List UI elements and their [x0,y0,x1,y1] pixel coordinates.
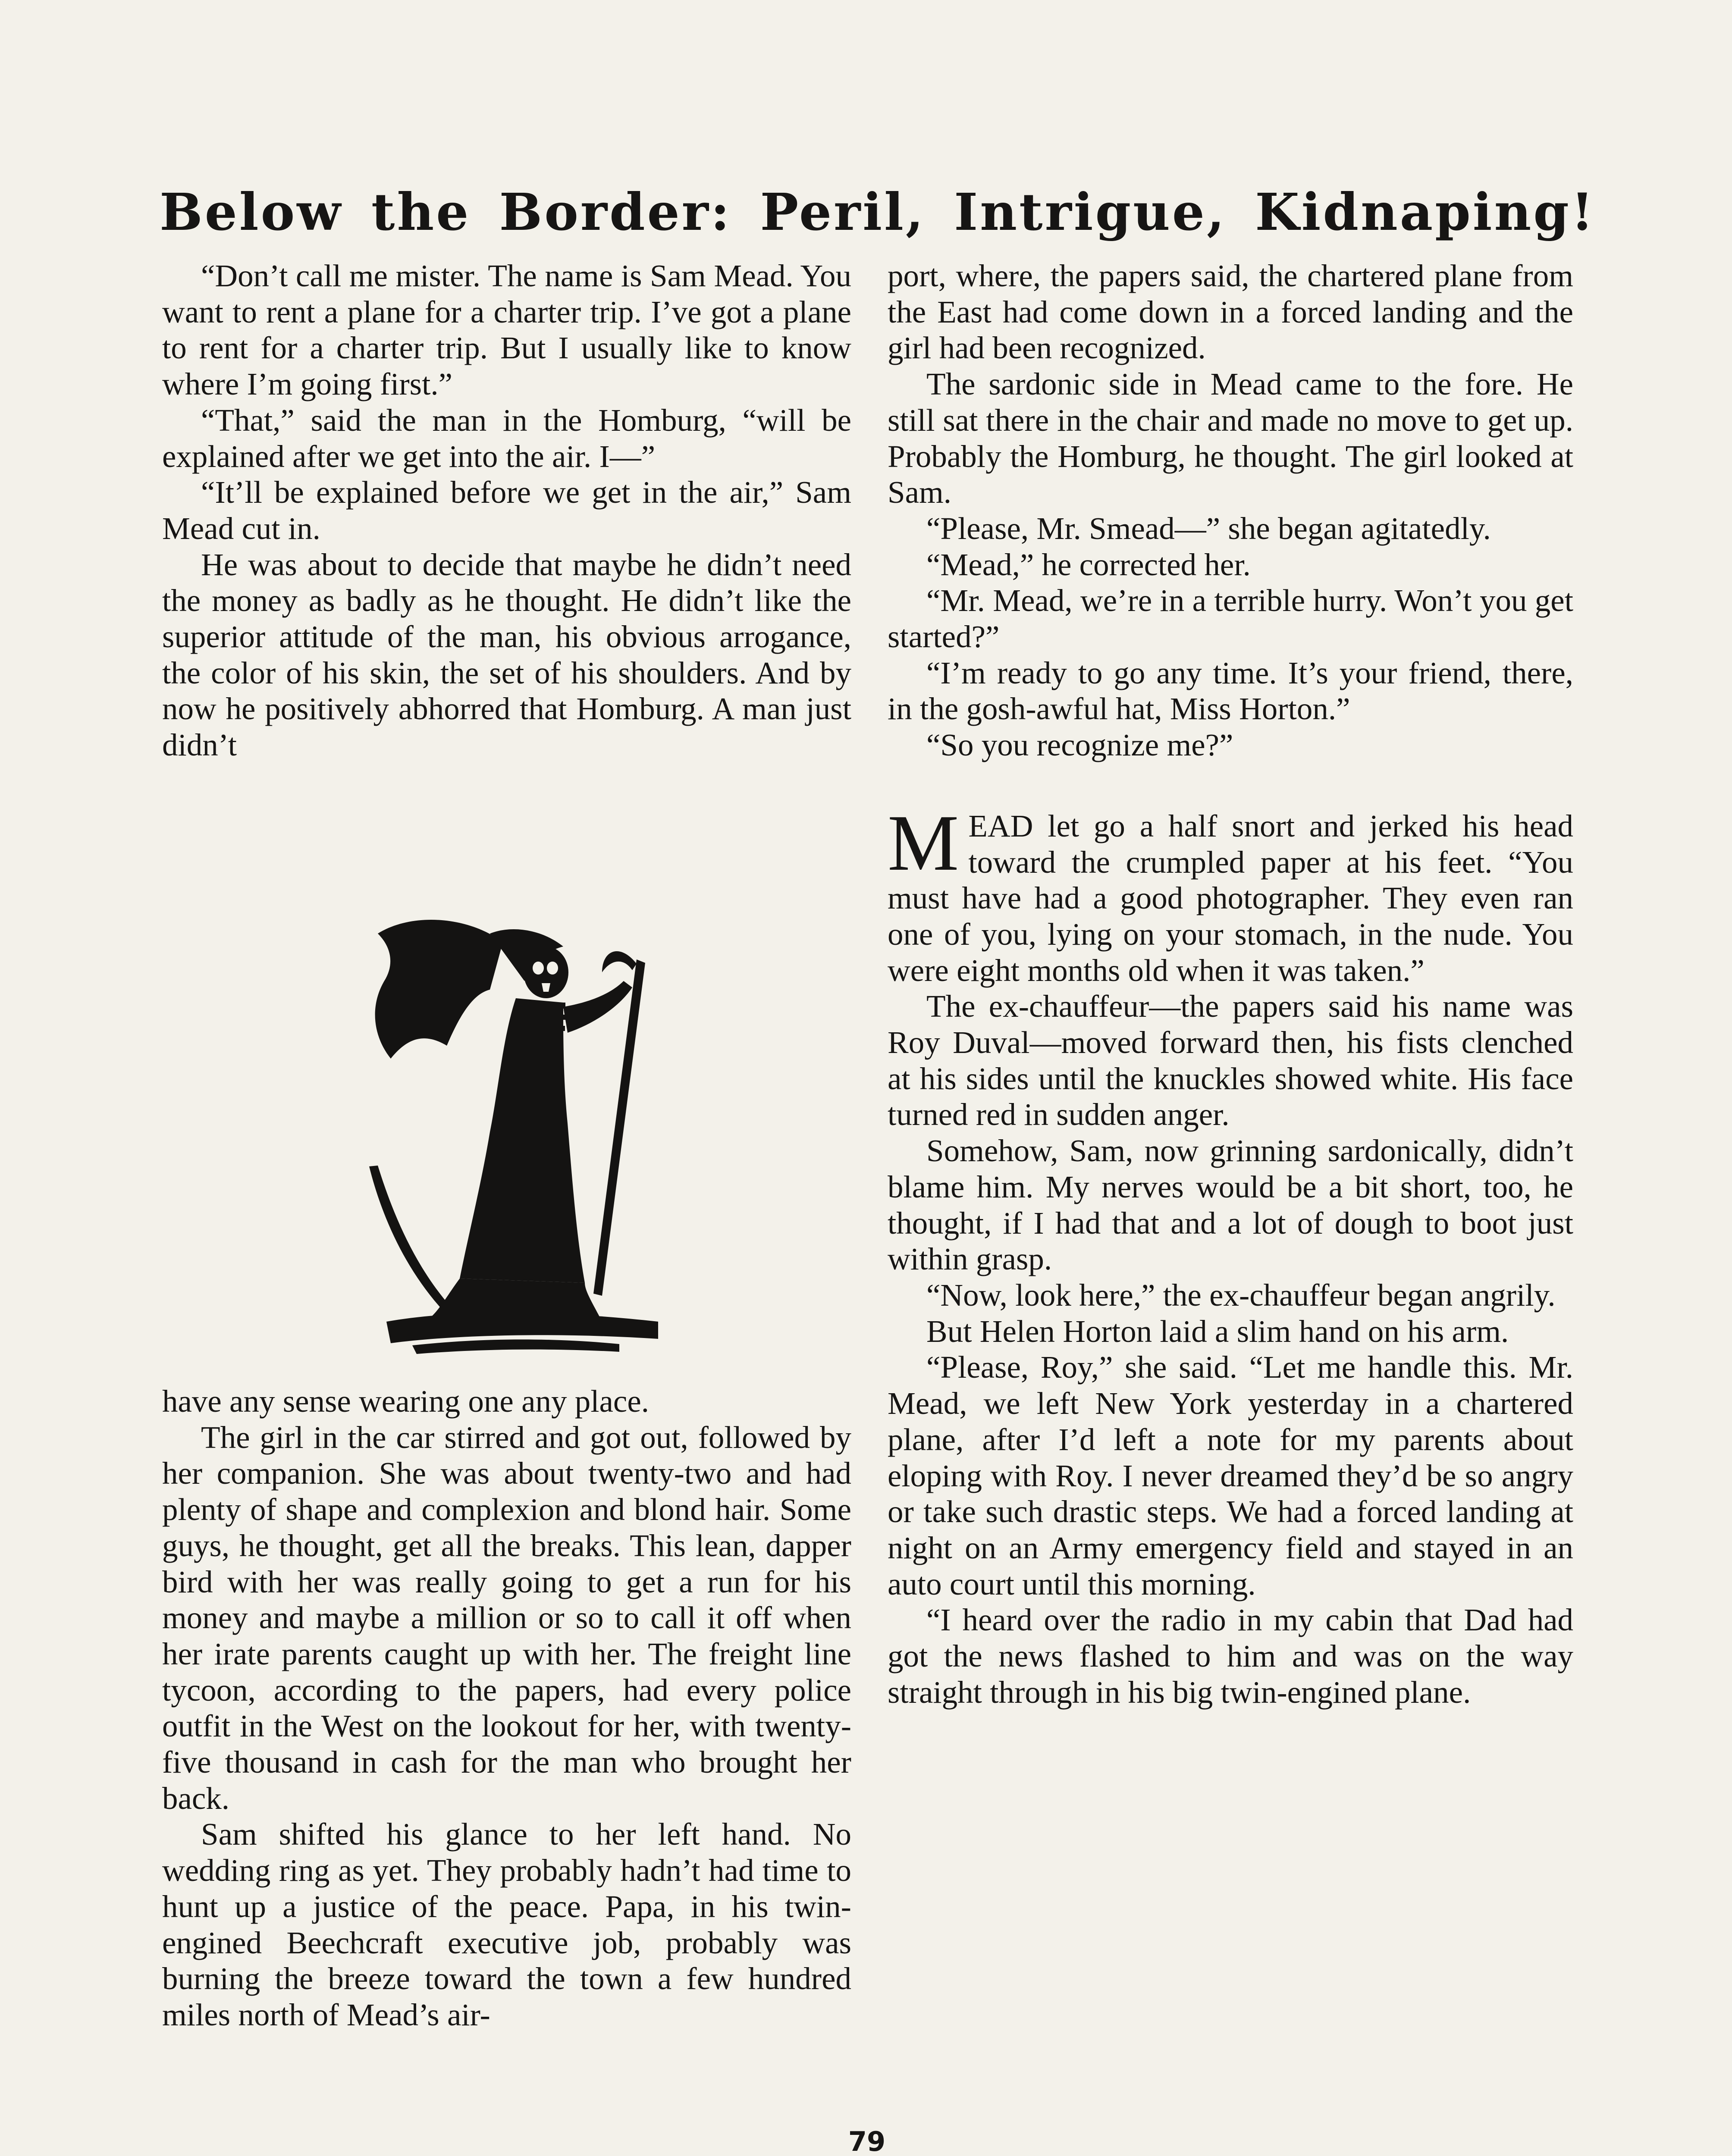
paragraph: have any sense wearing one any place. [162,1384,649,1419]
paragraph: “Please, Mr. Smead—” she began agitatedly. [926,511,1491,546]
paragraph: “I’m ready to go any time. It’s your friend, there, in the gosh-awful hat, Miss Horton.” [888,655,1573,727]
paragraph: But Helen Horton laid a slim hand on his arm. [926,1313,1509,1349]
paragraph: “Please, Roy,” she said. “Let me handle this. Mr. Mead, we left New York yesterday in a chartered plane, after I’d left a note for my parents about eloping with Roy. I never dreamed they’d be so angry or take such drastic steps. We had a forced landing at night on an Army emergency field and stayed in an auto court until this morning. [888,1350,1573,1601]
paragraph: “Now, look here,” the ex-chauffeur began angrily. [926,1277,1556,1313]
left-column-bottom [162,1383,851,2033]
paragraph: “Mead,” he corrected her. [926,547,1251,582]
grim-reaper-icon [361,908,688,1358]
dropcap-paragraph-text: EAD let go a half snort and jerked his head toward the crumpled paper at his feet. “You must have had a good photographer. They even ran one of you, lying on your stomach, in the nude. You were eight months old when it was taken.” [888,808,1573,988]
paragraph: The girl in the car stirred and got out, followed by her companion. She was about twenty-two and had plenty of shape and complexion and blond hair. Some guys, he thought, get all the breaks. This lean, dapper bird with her was really going to get a run for his money and maybe a million or so to call it off when her irate parents caught up with her. The freight line tycoon, according to the papers, had every police outfit in the West on the lookout for her, with twenty-five thousand in cash for the man who brought her back. [162,1420,851,1816]
paragraph: “Mr. Mead, we’re in a terrible hurry. Won’t you get started?” [888,583,1573,655]
paragraph: “Don’t call me mister. The name is Sam Mead. You want to rent a plane for a charter trip. I’ve got a plane to rent for a charter trip. But I usually like to know where I’m going first.” [162,258,851,402]
drop-cap: M [888,798,959,887]
section-break [888,763,1573,808]
paragraph: The sardonic side in Mead came to the fore. He still sat there in the chair and made no move to get up. Probably the Homburg, he thought. The girl looked at Sam. [888,367,1573,510]
paragraph: “It’ll be explained before we get in the air,” Sam Mead cut in. [162,475,851,546]
paragraph: The ex-chauffeur—the papers said his name was Roy Duval—moved forward then, his fists clenched at his sides until the knuckles showed white. His face turned red in sudden anger. [888,989,1573,1132]
paragraph: “So you recognize me?” [926,727,1233,763]
paragraph: He was about to decide that maybe he didn’t need the money as badly as he thought. He didn’t like the superior attitude of the man, his obvious arrogance, the color of his skin, the set of his shoulders. And by now he positively abhorred that Homburg. A man just didn’t [162,547,851,763]
dropcap-paragraph [888,798,1573,989]
page-title: Below the Border: Peril, Intrigue, Kidnaping! [160,182,1596,242]
paragraph: Somehow, Sam, now grinning sardonically, didn’t blame him. My nerves would be a bit short, too, he thought, if I had that and a lot of dough to boot just within grasp. [888,1133,1573,1277]
page-number: 79 [848,2126,886,2156]
paragraph: port, where, the papers said, the chartered plane from the East had come down in a forced landing and the girl had been recognized. [888,258,1573,366]
left-column-top [162,258,851,763]
right-column [888,258,1573,1710]
paragraph: “I heard over the radio in my cabin that Dad had got the news flashed to him and was on the way straight through in his big twin-engined plane. [888,1602,1573,1710]
paragraph: “That,” said the man in the Homburg, “will be explained after we get into the air. I—” [162,402,851,474]
paragraph: Sam shifted his glance to her left hand. No wedding ring as yet. They probably hadn’t had time to hunt up a justice of the peace. Papa, in his twin-engined Beechcraft executive job, probably was burning the breeze toward the town a few hundred miles north of Mead’s air- [162,1817,851,2032]
